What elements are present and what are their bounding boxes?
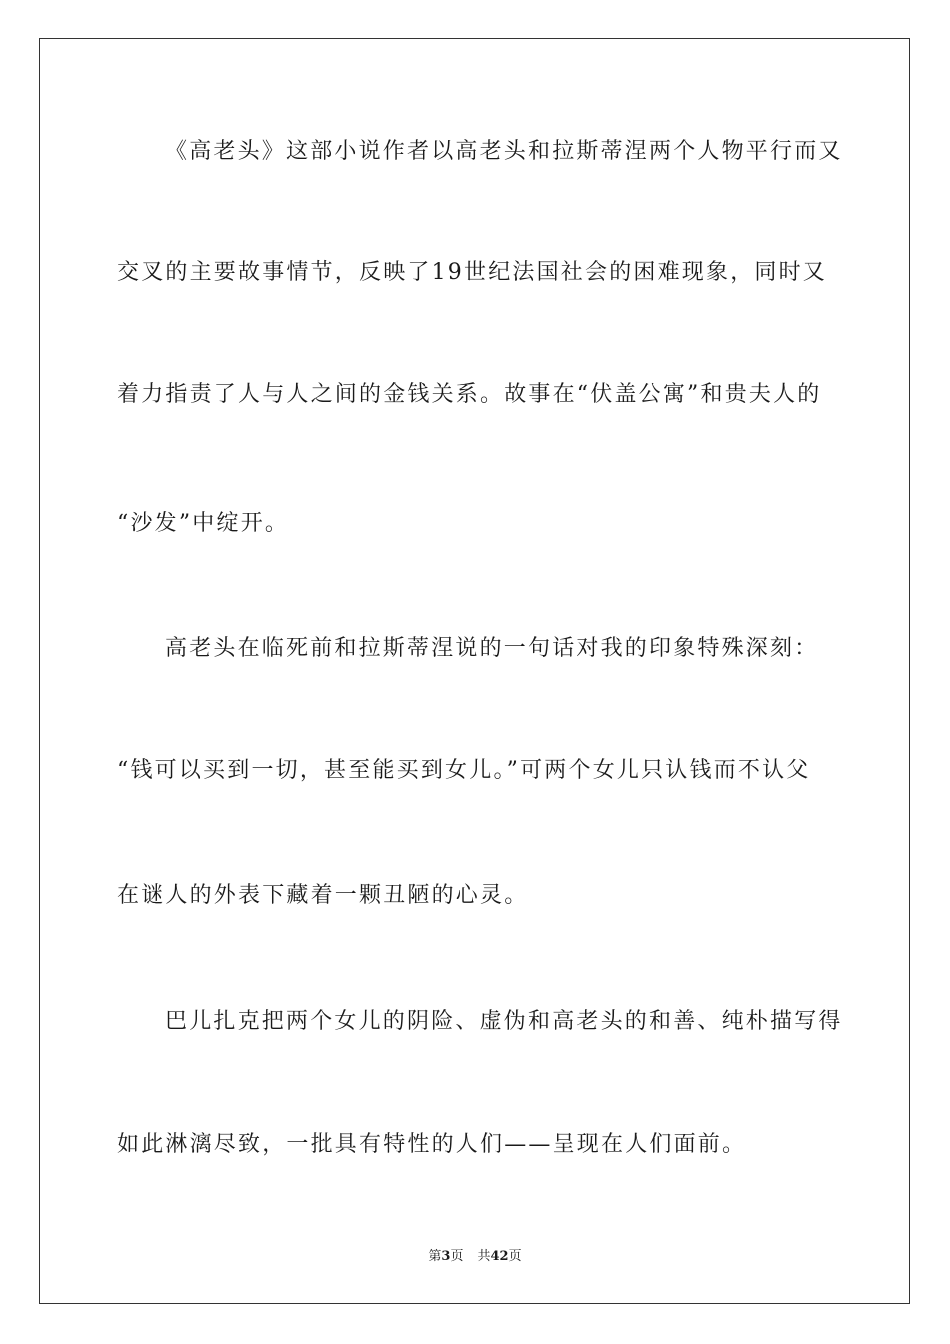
total-pages: 42 <box>490 1249 509 1264</box>
page-border <box>39 38 910 1304</box>
total-suffix: 页 <box>508 1249 522 1264</box>
page-suffix: 页 <box>450 1249 464 1264</box>
paragraph-1-line-3: 着力指责了人与人之间的金钱关系。故事在“伏盖公寓”和贵夫人的 <box>117 382 822 407</box>
paragraph-2-line-3: 在谜人的外表下藏着一颗丑陋的心灵。 <box>117 883 529 908</box>
paragraph-1-line-1: 《高老头》这部小说作者以高老头和拉斯蒂涅两个人物平行而又 <box>165 139 843 164</box>
page-prefix: 第 <box>428 1249 442 1264</box>
paragraph-2-line-2: “钱可以买到一切，甚至能买到女儿。”可两个女儿只认钱而不认父 <box>117 758 811 783</box>
total-prefix: 共 <box>477 1249 491 1264</box>
paragraph-2-line-1: 高老头在临死前和拉斯蒂涅说的一句话对我的印象特殊深刻： <box>165 636 819 661</box>
paragraph-3-line-1: 巴儿扎克把两个女儿的阴险、虚伪和高老头的和善、纯朴描写得 <box>165 1009 843 1034</box>
paragraph-1-line-2: 交叉的主要故事情节，反映了19世纪法国社会的困难现象，同时又 <box>117 260 827 285</box>
page-number: 3 <box>441 1249 451 1264</box>
paragraph-1-line-4: “沙发”中绽开。 <box>117 511 290 536</box>
paragraph-3-line-2: 如此淋漓尽致，一批具有特性的人们——呈现在人们面前。 <box>117 1132 747 1157</box>
page-footer <box>0 1248 950 1266</box>
